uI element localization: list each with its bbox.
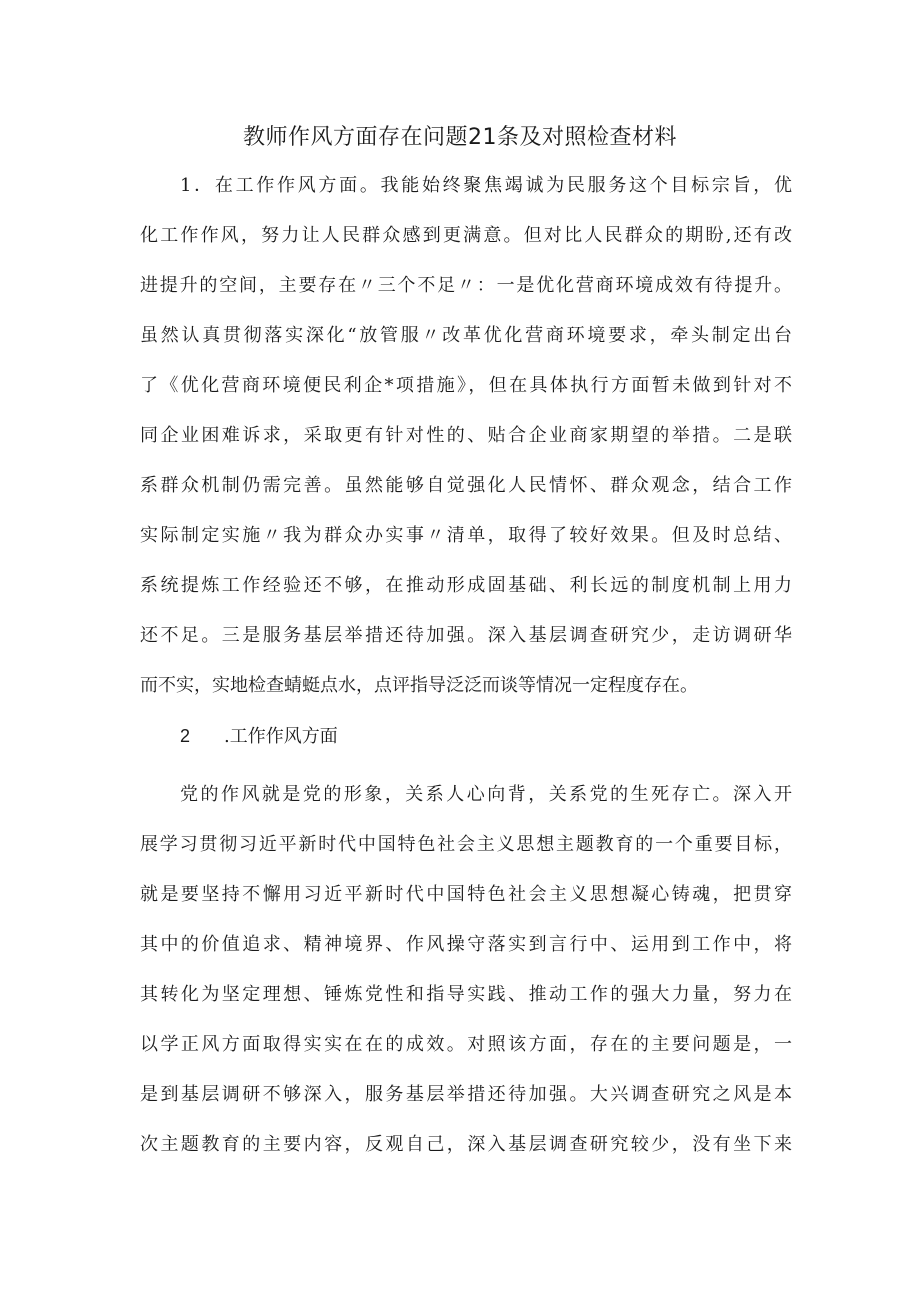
section-number: 2: [180, 726, 191, 746]
paragraph-line: 而不实，实地检查蜻蜓点水，点评指导泛泛而谈等情况一定程度存在。: [140, 675, 698, 696]
paragraph-line: 就是要坚持不懈用习近平新时代中国特色社会主义思想凝心铸魂，把贯穿: [140, 884, 792, 905]
section-heading-text: .工作作风方面: [224, 726, 338, 747]
paragraph-line: 系群众机制仍需完善。虽然能够自觉强化人民情怀、群众观念，结合工作: [140, 475, 792, 496]
paragraph-line: 其转化为坚定理想、锤炼党性和指导实践、推动工作的强大力量，努力在: [140, 984, 792, 1005]
paragraph-line: 化工作作风，努力让人民群众感到更满意。但对比人民群众的期盼,还有改: [140, 225, 792, 246]
section-2-heading: [180, 724, 338, 749]
paragraph-line: 以学正风方面取得实实在在的成效。对照该方面，存在的主要问题是，一: [140, 1034, 792, 1055]
paragraph-line: 同企业困难诉求，采取更有针对性的、贴合企业商家期望的举措。二是联: [140, 425, 792, 446]
paragraph-line: 进提升的空间，主要存在〃三个不足〃：一是优化营商环境成效有待提升。: [140, 275, 792, 296]
paragraph-line: 了《优化营商环境便民利企*项措施》，但在具体执行方面暂未做到针对不: [140, 375, 792, 396]
paragraph-line: 1．在工作作风方面。我能始终聚焦竭诚为民服务这个目标宗旨，优: [180, 175, 792, 196]
paragraph-line: 系统提炼工作经验还不够，在推动形成固基础、利长远的制度机制上用力: [140, 575, 792, 596]
paragraph-line: 展学习贯彻习近平新时代中国特色社会主义思想主题教育的一个重要目标，: [140, 834, 792, 855]
paragraph-line: 次主题教育的主要内容，反观自己，深入基层调查研究较少，没有坐下来: [140, 1134, 792, 1155]
paragraph-line: 虽然认真贯彻落实深化“放管服〃改革优化营商环境要求，牵头制定出台: [140, 325, 792, 346]
paragraph-line: 还不足。三是服务基层举措还待加强。深入基层调查研究少，走访调研华: [140, 625, 792, 646]
paragraph-line: 党的作风就是党的形象，关系人心向背，关系党的生死存亡。深入开: [180, 784, 792, 805]
document-title: 教师作风方面存在问题21条及对照检查材料: [243, 125, 677, 150]
paragraph-line: 是到基层调研不够深入，服务基层举措还待加强。大兴调查研究之风是本: [140, 1084, 792, 1105]
paragraph-line: 其中的价值追求、精神境界、作风操守落实到言行中、运用到工作中，将: [140, 934, 792, 955]
paragraph-line: 实际制定实施〃我为群众办实事〃清单，取得了较好效果。但及时总结、: [140, 525, 792, 546]
